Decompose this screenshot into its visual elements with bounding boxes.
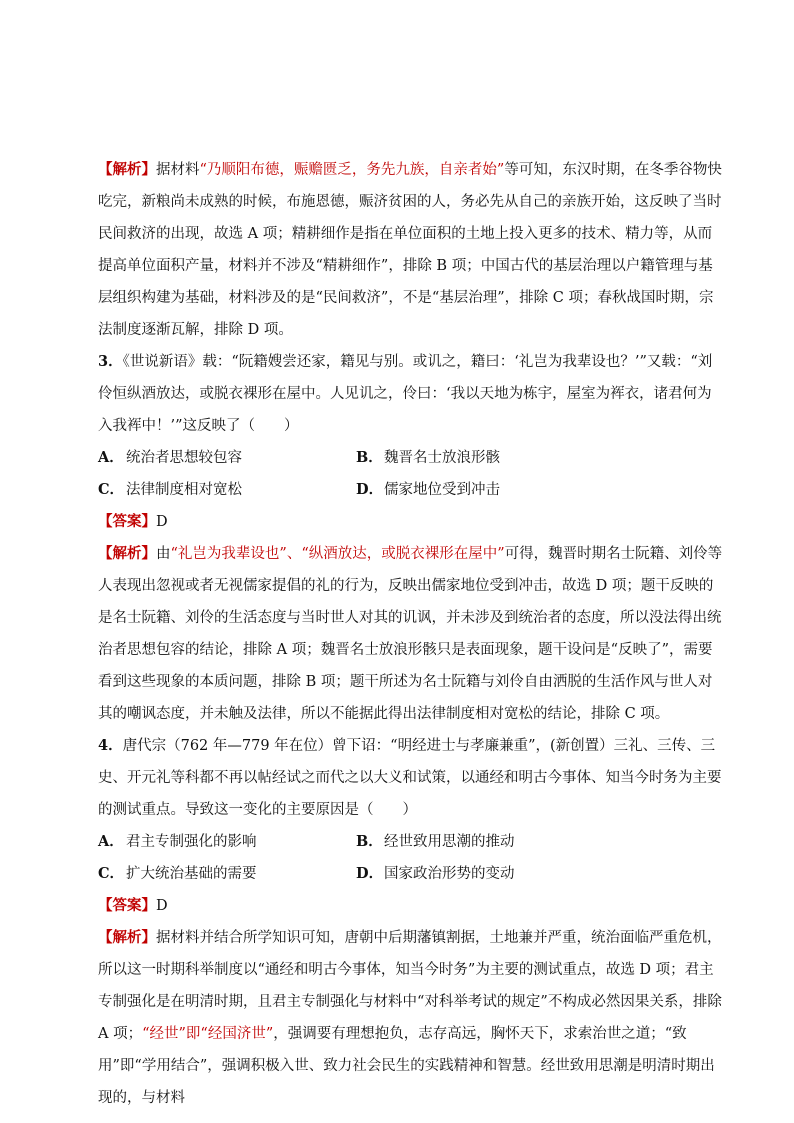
question-3-options-row-2 — [98, 474, 723, 506]
answer-value: D — [156, 514, 168, 530]
option-letter: A． — [98, 449, 124, 466]
analysis-label: 【解析】 — [98, 929, 156, 946]
question-3-stem — [98, 346, 723, 442]
answer-line-q4 — [98, 890, 723, 922]
option-letter: D． — [356, 481, 384, 498]
analysis-paragraph-q4 — [98, 922, 723, 1114]
analysis-text: ，强调要有理想抱负，志存高远，胸怀天下，求索治世之道；“致用”即“学用结合”，强调积极入世、致力社会民生的实践精神和智慧。经世致用思潮是明清时期出现的，与材料 — [98, 1026, 715, 1106]
question-4-options-row-2 — [98, 858, 723, 890]
option-letter: B． — [356, 833, 383, 850]
option-text: 君主专制强化的影响 — [126, 834, 257, 850]
option-a[interactable] — [98, 442, 356, 474]
analysis-text: 据材料并结合所学知识可知，唐朝中后期藩镇割据，土地兼并严重，统治面临严重危机，所以这一时期科举制度以“通经和明古今事体，知当今时务”为主要的测试重点，故选 D 项；君主专制强化是在明清时期，且君主专制强化与材料中“对科举考试的规定”不构成必然因果关系，排除 A 项； — [98, 930, 722, 1042]
answer-line-q3 — [98, 506, 723, 538]
answer-label: 【答案】 — [98, 513, 156, 530]
option-text: 国家政治形势的变动 — [384, 866, 515, 882]
option-b[interactable] — [356, 826, 515, 858]
analysis-text: 等可知，东汉时期，在冬季谷物快吃完，新粮尚未成熟的时候，布施恩德，赈济贫困的人，务必先从自己的亲族开始，这反映了当时民间救济的出现，故选 A 项；精耕细作是指在单位面积的土地上投入更多的技术、精力等，从而提高单位面积产量，材料并不涉及“精耕细作”，排除 B 项；中国古代的基层治理以户籍管理与基层组织构建为基础，材料涉及的是“民间救济”，不是“基层治理”，排除 C 项；春秋战国时期，宗法制度逐渐瓦解，排除 D 项。 — [98, 162, 722, 338]
option-b[interactable] — [356, 442, 500, 474]
analysis-text: 由 — [156, 546, 171, 562]
question-number: 4． — [98, 737, 123, 754]
option-text: 经世致用思潮的推动 — [384, 834, 515, 850]
analysis-quote: “礼岂为我辈设也”、“纵酒放达，或脱衣裸形在屋中” — [170, 546, 505, 562]
option-c[interactable] — [98, 858, 356, 890]
option-text: 法律制度相对宽松 — [126, 482, 242, 498]
option-letter: C． — [98, 481, 125, 498]
analysis-paragraph-q2 — [98, 154, 723, 346]
option-d[interactable] — [356, 474, 500, 506]
option-text: 儒家地位受到冲击 — [384, 482, 500, 498]
answer-value: D — [156, 898, 168, 914]
analysis-text: 据材料 — [156, 162, 200, 178]
question-4-options-row-1 — [98, 826, 723, 858]
option-d[interactable] — [356, 858, 515, 890]
question-stem-text: 《世说新语》载：“阮籍嫂尝还家，籍见与别。或讥之，籍曰：‘礼岂为我辈设也？’”又载：“刘伶恒纵酒放达，或脱衣裸形在屋中。人见讥之，伶曰：‘我以天地为栋宇，屋室为裈衣，诸君何为入我裈中！’”这反映了（ ） — [98, 354, 713, 434]
answer-label: 【答案】 — [98, 897, 156, 914]
option-a[interactable] — [98, 826, 356, 858]
analysis-quote: “乃顺阳布德，赈赡匮乏，务先九族，自亲者始” — [199, 162, 505, 178]
analysis-text: 可得，魏晋时期名士阮籍、刘伶等人表现出忽视或者无视儒家提倡的礼的行为，反映出儒家地位受到冲击，故选 D 项；题干反映的是名士阮籍、刘伶的生活态度与当时世人对其的讥讽，并未涉及到统治者的态度，所以没法得出统治者思想包容的结论，排除 A 项；魏晋名士放浪形骸只是表面现象，题干设问是“反映了”，需要看到这些现象的本质问题，排除 B 项；题干所述为名士阮籍与刘伶自由洒脱的生活作风与世人对其的嘲讽态度，并未触及法律，所以不能据此得出法律制度相对宽松的结论，排除 C 项。 — [98, 546, 723, 722]
option-letter: C． — [98, 865, 125, 882]
option-letter: D． — [356, 865, 384, 882]
option-text: 统治者思想较包容 — [126, 450, 242, 466]
option-text: 扩大统治基础的需要 — [126, 866, 257, 882]
option-text: 魏晋名士放浪形骸 — [384, 450, 500, 466]
analysis-quote: “经世”即“经国济世” — [142, 1026, 274, 1042]
question-3-options-row-1 — [98, 442, 723, 474]
question-number: 3． — [98, 353, 123, 370]
analysis-paragraph-q3 — [98, 538, 723, 730]
option-c[interactable] — [98, 474, 356, 506]
document-content — [98, 154, 723, 1114]
question-stem-text: 唐代宗（762 年—779 年在位）曾下诏：“明经进士与孝廉兼重”，(新创置）三礼、三传、三史、开元礼等科都不再以帖经试之而代之以大义和试策，以通经和明古今事体、知当今时务为主要的测试重点。导致这一变化的主要原因是（ ） — [98, 738, 722, 818]
analysis-label: 【解析】 — [98, 161, 156, 178]
question-4-stem — [98, 730, 723, 826]
analysis-label: 【解析】 — [98, 545, 156, 562]
option-letter: B． — [356, 449, 383, 466]
option-letter: A． — [98, 833, 124, 850]
